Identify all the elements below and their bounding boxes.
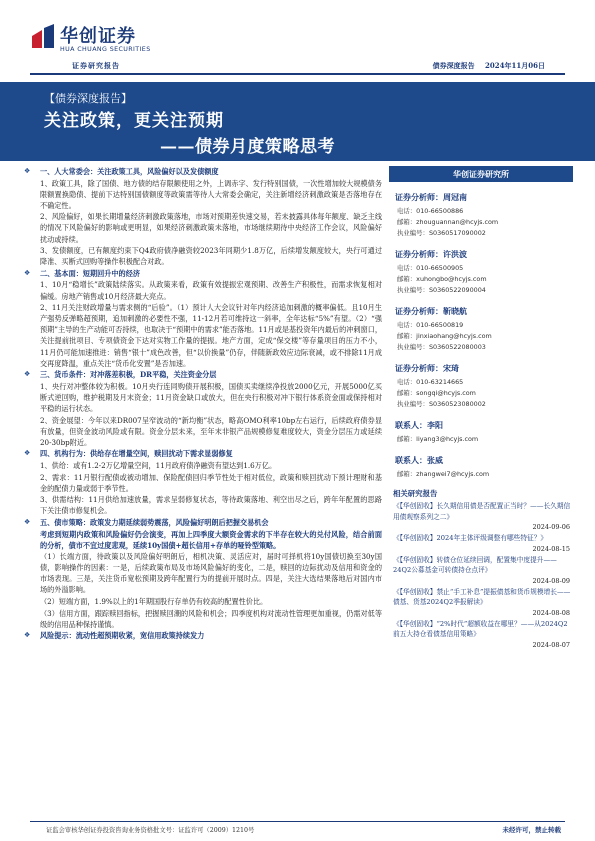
paragraph: （2）短端方面，1.9%以上的1年期国股行存单仍有较高的配置性价比。 bbox=[40, 597, 268, 607]
analyst-phone: 电话：010-63214665 bbox=[397, 378, 464, 386]
logo-english-name: HUA CHUANG SECURITIES bbox=[60, 46, 151, 53]
report-category-label: 证券研究报告 bbox=[72, 61, 120, 70]
analyst-license: 执业编号：S0360522080003 bbox=[397, 343, 486, 351]
paragraph: 1、政策工具，除了国债、地方债的结存限额使用之外，上调赤字、发行特别国债，一次性增加较大规模债务限额置换隐债、提前下达特别国债额度等政策需等待人大常委会确定，关注新增经济刺激政策是否落地存在不确定性。 bbox=[40, 178, 382, 210]
analyst-email[interactable]: 邮箱：jinxiaohang@hcyjs.com bbox=[397, 332, 492, 340]
analyst-phone: 电话：010-66500886 bbox=[397, 207, 464, 215]
related-reports-heading: 相关研究报告 bbox=[393, 489, 438, 498]
report-tag: 【债券深度报告】 bbox=[44, 92, 132, 105]
related-report-link[interactable]: 《【华创固收】“2%时代”超额收益在哪里？——从2024Q2前五大持仓看债基信用策略》 bbox=[393, 619, 568, 638]
sidebar-header: 华创证券研究所 bbox=[389, 166, 573, 182]
analyst-license: 执业编号：S0360522090004 bbox=[397, 286, 486, 294]
analyst-name: 靳晓航 bbox=[443, 306, 467, 316]
report-title: 关注政策，更关注预期 bbox=[44, 111, 224, 131]
section-heading-1: ❖ 一、人大常委会：关注政策工具，风险偏好以及发债额度 bbox=[24, 167, 219, 176]
paragraph: 1、供给：或有1.2-2万亿增量空间，11月政府债净融资有望达到1.6万亿。 bbox=[40, 460, 277, 470]
diamond-bullet-icon: ❖ bbox=[24, 449, 31, 458]
paragraph: 3、供需结构：11月供给加速放量，需求呈弱修复状态，等待政策落地、利空出尽之后，跨年年配置的思路下关注债市修复机会。 bbox=[40, 495, 382, 516]
header-divider bbox=[30, 73, 565, 75]
analyst-role: 证券分析师： bbox=[395, 192, 443, 202]
risk-warning: ❖ 风险提示：流动性超预期收紧，宽信用政策持续发力 bbox=[24, 631, 205, 641]
related-report-date: 2024-08-08 bbox=[532, 608, 570, 617]
footer-license-note: 证监会审核华创证券投资咨询业务资格批文号：证监许可（2009）1210号 bbox=[46, 827, 255, 834]
footer-copyright: 未经许可，禁止转载 bbox=[502, 826, 561, 834]
diamond-bullet-icon: ❖ bbox=[24, 370, 31, 379]
analyst-license: 执业编号：S0360517090002 bbox=[397, 229, 486, 237]
related-report-link[interactable]: 《【华创固收】2024年主体评级调整有哪些特征？》 bbox=[393, 534, 548, 542]
paragraph: （1）长端方面，待政策以及风险偏好明朗后，相机决策、灵活应对，届时可择机将10y国债切换至30y国债，影响操作的因素：一是，后续政策布局及市场风险偏好的变化，二是，赎回的边际扰动及信用和资金的市场表现。三是，关注货币宽松预期及跨年配置行为的提前开展时点。四是，关注大选结果落地后对国内市场的外溢影响。 bbox=[40, 552, 382, 595]
section-heading-4: ❖ 四、机构行为：供给存在增量空间，赎回扰动下需求显弱修复 bbox=[24, 449, 233, 459]
analyst-email[interactable]: 邮箱：xuhongbo@hcyjs.com bbox=[397, 275, 487, 283]
related-report-link[interactable]: 《【华创固收】禁止“手工补息”提振债基和货币规模增长——债基、货基2024Q2季报解读》 bbox=[393, 587, 571, 606]
paragraph: 2、需求：11月银行配债或被动增加、保险配债回归季节性处于相对低位，政策和赎回扰动下预计理财和基金的配债力量或弱于季节性。 bbox=[40, 472, 382, 493]
paragraph: 2、风险偏好，如果长期增量经济刺激政策落地，市场对预期差快速交易，若未披露具体每年额度、缺乏主线的情况下风险偏好的影响或更明显，如果经济刺激政策未落地，市场继续期待中央经济工作会议，风险偏好扰动或持续。 bbox=[40, 212, 382, 244]
analyst-role: 证券分析师： bbox=[395, 363, 443, 373]
contact-role: 联系人： bbox=[395, 455, 427, 465]
contact-email[interactable]: 邮箱：liyang3@hcyjs.com bbox=[397, 435, 479, 443]
title-banner bbox=[0, 82, 595, 161]
analyst-card bbox=[389, 246, 573, 296]
analyst-name: 周冠南 bbox=[443, 192, 467, 202]
analyst-role: 证券分析师： bbox=[395, 249, 443, 259]
contact-role: 联系人： bbox=[395, 420, 427, 430]
header-report-info bbox=[425, 61, 545, 71]
logo-chinese-name: 华创证券 bbox=[60, 26, 136, 47]
related-report-date: 2024-08-07 bbox=[532, 640, 570, 649]
section-heading-3: ❖ 三、货币条件：对冲落差积极，DR平稳，关注资金分层 bbox=[24, 370, 217, 380]
related-report-date: 2024-08-09 bbox=[532, 576, 570, 585]
related-report-date: 2024-09-06 bbox=[532, 523, 570, 531]
analyst-name: 许洪波 bbox=[443, 249, 467, 259]
related-report-link[interactable]: 《【华创固收】长久期信用债是否配置正当时？——长久期信用债观察系列之二》 bbox=[393, 502, 571, 521]
analyst-card bbox=[389, 303, 573, 353]
diamond-bullet-icon: ❖ bbox=[24, 631, 31, 640]
paragraph: 1、10月“稳增长”政策陆续落实。从政策来看，政策有效提振宏观预期、改善生产积极性，而需求恢复相对偏缓。房地产销售或10月经济最大亮点。 bbox=[40, 280, 382, 301]
contact-name: 张威 bbox=[427, 455, 443, 465]
analyst-email[interactable]: 邮箱：zhouguannan@hcyjs.com bbox=[397, 218, 499, 226]
paragraph: 考虑到短期内政策和风险偏好仍会演变，再加上四季度大额资金需求的下半存在较大的兑付风险，结合前面的分析，债市不宜过度悲观，延续10y国债+超长信用+存单的哑铃型策略。 bbox=[40, 529, 382, 550]
paragraph: （3）信用方面，跟踪赎回指标，把握赎回潮的风险和机会；四季度机构对流动性管理更加重视，仍需对低等级的信用品种保持谨慎。 bbox=[40, 608, 382, 629]
report-body bbox=[22, 166, 382, 642]
report-subtitle: ——债券月度策略思考 bbox=[160, 137, 335, 157]
contact-card bbox=[389, 452, 573, 480]
sidebar bbox=[389, 166, 573, 651]
diamond-bullet-icon: ❖ bbox=[24, 268, 31, 277]
diamond-bullet-icon: ❖ bbox=[24, 167, 31, 175]
contact-email[interactable]: 邮箱：zhangwei7@hcyjs.com bbox=[397, 470, 490, 478]
analyst-card bbox=[389, 360, 573, 410]
analyst-phone: 电话：010-66500905 bbox=[397, 264, 464, 272]
footer-divider bbox=[30, 821, 565, 822]
header-report-type: 债券深度报告 bbox=[432, 61, 475, 70]
paragraph: 2、资金展望：今年以来DR007呈窄波动的“新均衡”状态，略高OMO利率10bp左右运行，后续政府债券显有放量，但资金波动风险或有限。资金分层未来，至年末非银产品规模修复难度较大，资金分层压力或延续20-30bp附近。 bbox=[40, 415, 382, 447]
paragraph: 1、央行对冲整体较为积极。10月央行连同购债开展积极，国债买卖继续净投放2000亿元，开展5000亿买断式逆回购，维护税期及月末资金；11月资金缺口或放大，但在央行积极对冲下银行体系资金面或保持相对平稳的运行状态。 bbox=[40, 381, 382, 413]
section-heading-5: ❖ 五、债市策略：政策发力期延续弱势震荡，风险偏好明朗后把握交易机会 bbox=[24, 517, 269, 527]
contact-name: 李阳 bbox=[427, 420, 443, 430]
header-report-date: 2024年11月06日 bbox=[485, 61, 545, 70]
analyst-email[interactable]: 邮箱：songqi@hcyjs.com bbox=[397, 389, 476, 397]
contact-card bbox=[389, 417, 573, 445]
analyst-phone: 电话：010-66500819 bbox=[397, 321, 464, 329]
analyst-card bbox=[389, 189, 573, 239]
related-report-date: 2024-08-15 bbox=[532, 544, 570, 553]
diamond-bullet-icon: ❖ bbox=[24, 517, 31, 526]
company-logo bbox=[30, 22, 170, 62]
paragraph: 2、11月关注财政增量与需求侧的“后验”。（1）预计人大会议针对年内经济追加刺激的概率偏低。且10月生产强势反弹略超预期，追加刺激的必要性不强，11-12月若可维持这一斜率，全年达标“5%”有望。（2）“强预期”主导的生产动能可否持续，也取决于“预期中的需求”能否落地。11月或是基投资年内最后的冲刺窗口，关注提前批项目、专项债资金下达对实物工作量的提振。地产方面，定成“保交楼”等存量项目的压力不小，11月仍可能加速推进：销售“银十”成色改善，但“以价换量”仍存，伴随新政效应边际衰减，或不排除11月成交再度降温，重点关注“货币化安置”是否加速。 bbox=[40, 303, 382, 368]
section-heading-2: ❖ 二、基本面：短期回升中的经济 bbox=[24, 268, 140, 278]
paragraph: 3、发债额度，已有额度约束下Q4政府债净融资较2023年同期少1.8万亿，后续增发额度较大，央行可通过降准、买断式回购等操作积极配合对政。 bbox=[40, 246, 382, 267]
analyst-license: 执业编号：S0360523080002 bbox=[397, 400, 486, 408]
analyst-name: 宋琦 bbox=[443, 363, 459, 373]
logo-mark-icon bbox=[30, 24, 56, 50]
related-report-link[interactable]: 《【华创固收】转债仓位延续回调，配置集中度提升——24Q2公募基金可转债持仓点评》 bbox=[393, 555, 557, 574]
analyst-role: 证券分析师： bbox=[395, 306, 443, 316]
